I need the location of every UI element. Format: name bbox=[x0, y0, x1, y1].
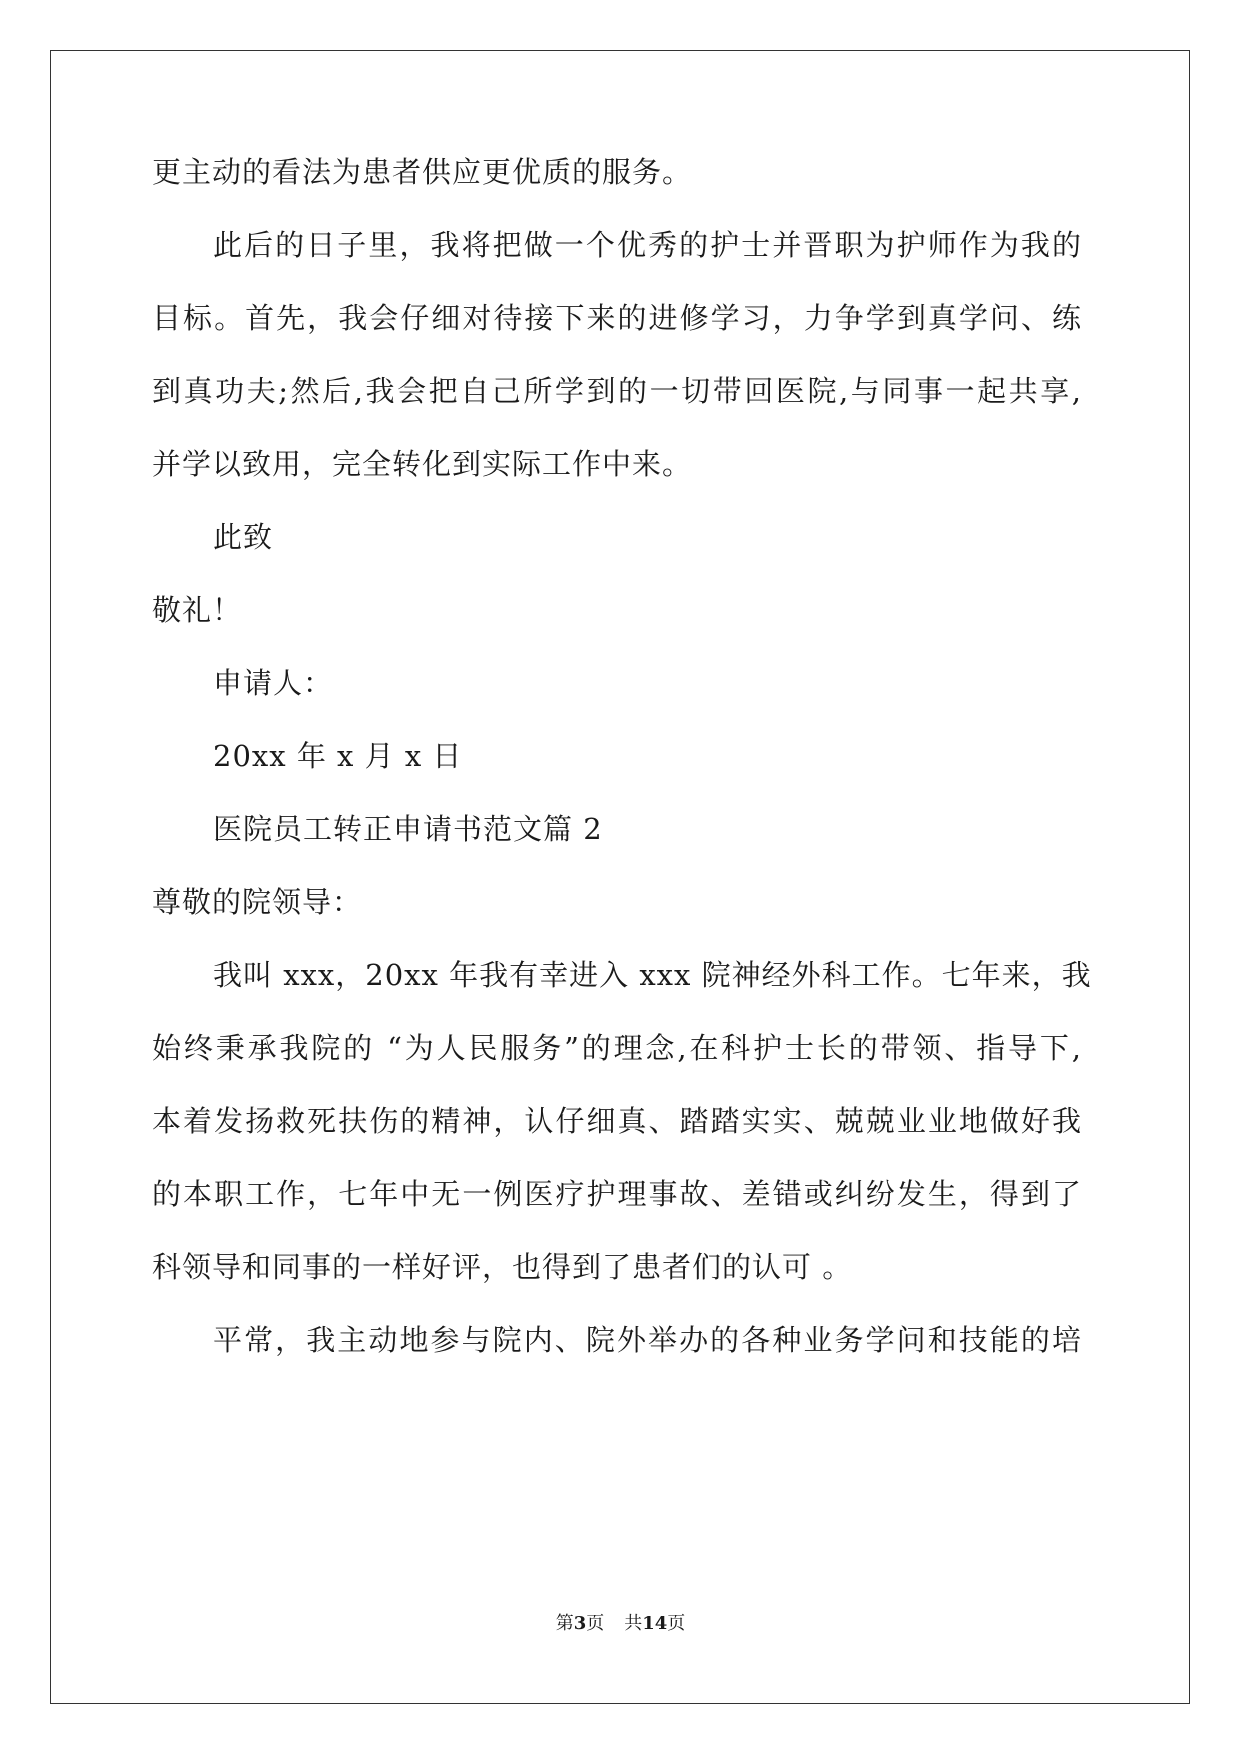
text-line: 我叫 xxx，20xx 年我有幸进入 xxx 院神经外科工作。七年来，我 bbox=[213, 958, 1092, 992]
total-prefix: 共 bbox=[624, 1613, 643, 1634]
applicant-label: 申请人： bbox=[213, 666, 334, 700]
page-prefix: 第 bbox=[555, 1613, 574, 1634]
date-line: 20xx 年 x 月 x 日 bbox=[213, 739, 463, 773]
text-line: 目标。首先，我会仔细对待接下来的进修学习，力争学到真学问、练 bbox=[152, 301, 1082, 335]
text-line: 此后的日子里，我将把做一个优秀的护士并晋职为护师作为我的 bbox=[213, 228, 1082, 262]
closing-salutation: 此致 bbox=[213, 520, 274, 554]
text-line: 的本职工作，七年中无一例医疗护理事故、差错或纠纷发生，得到了 bbox=[152, 1177, 1082, 1211]
text-line: 并学以致用，完全转化到实际工作中来。 bbox=[152, 447, 693, 481]
text-line: 平常，我主动地参与院内、院外举办的各种业务学问和技能的培 bbox=[213, 1323, 1082, 1357]
section-title: 医院员工转正申请书范文篇 2 bbox=[213, 812, 603, 846]
total-suffix: 页 bbox=[667, 1613, 686, 1634]
salutation: 尊敬的院领导： bbox=[152, 885, 363, 919]
current-page-number: 3 bbox=[573, 1613, 587, 1634]
closing-regards: 敬礼！ bbox=[152, 593, 243, 627]
page-footer bbox=[0, 1612, 1241, 1636]
text-line: 科领导和同事的一样好评，也得到了患者们的认可 。 bbox=[152, 1250, 853, 1284]
text-line: 始终秉承我院的 “为人民服务”的理念,在科护士长的带领、指导下, bbox=[152, 1031, 1082, 1065]
total-page-count: 14 bbox=[642, 1613, 668, 1634]
text-line: 到真功夫;然后,我会把自己所学到的一切带回医院,与同事一起共享, bbox=[152, 374, 1082, 408]
text-line: 本着发扬救死扶伤的精神，认仔细真、踏踏实实、兢兢业业地做好我 bbox=[152, 1104, 1082, 1138]
page-suffix: 页 bbox=[586, 1613, 605, 1634]
text-line: 更主动的看法为患者供应更优质的服务。 bbox=[152, 155, 693, 189]
